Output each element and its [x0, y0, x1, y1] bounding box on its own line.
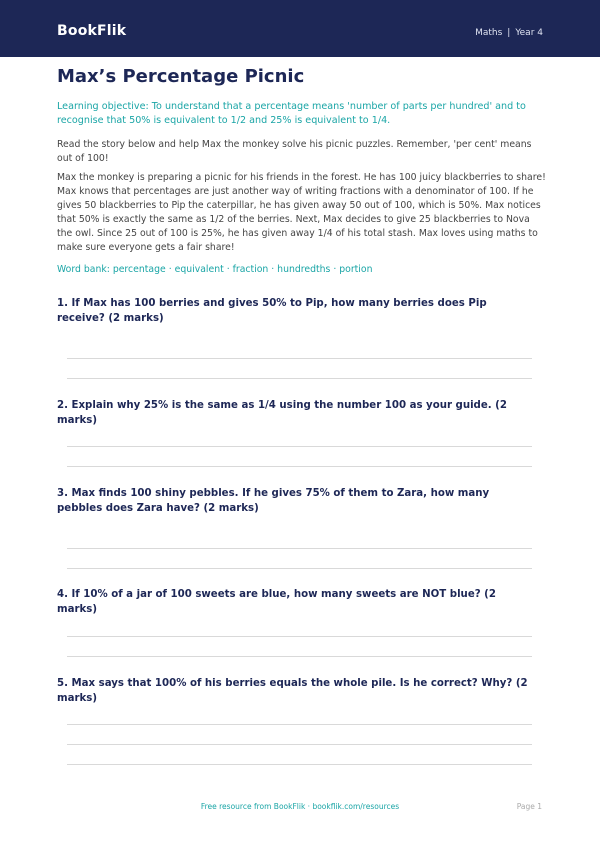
- word-bank: Word bank: percentage · equivalent · fraction · hundredths · portion: [57, 264, 373, 275]
- question-4: 4. If 10% of a jar of 100 sweets are blue, how many sweets are NOT blue? (2 marks): [57, 589, 496, 615]
- answer-line[interactable]: [67, 378, 532, 379]
- question-5: 5. Max says that 100% of his berries equals the whole pile. Is he correct? Why? (2 marks): [57, 678, 528, 704]
- footer-link[interactable]: Free resource from BookFlik · bookflik.com/resources: [200, 802, 400, 811]
- meta-separator: |: [507, 28, 511, 38]
- intro-text: Read the story below and help Max the monkey solve his picnic puzzles. Remember, 'per cent' means out of 100!: [57, 139, 532, 164]
- page-number: Page 1: [516, 802, 542, 811]
- answer-line[interactable]: [67, 656, 532, 657]
- story-text: Max the monkey is preparing a picnic for his friends in the forest. He has 100 juicy blackberries to share! Max knows that percentages are just another way of writing fractions with a denominator of 100. If he gives 50 blackberries to Pip the caterpillar, he has given away 50 out of 100, which is 50%. Max notices that 50% is exactly the same as 1/2 of the berries. Next, Max decides to give 25 blackberries to Nova the owl. Since 25 out of 100 is 25%, he has given away 1/4 of his total stash. Max loves using maths to make sure everyone gets a fair share!: [57, 172, 546, 253]
- year-label: Year 4: [515, 28, 543, 38]
- learning-objective: Learning objective: To understand that a percentage means 'number of parts per hundred' and to recognise that 50% is equivalent to 1/2 and 25% is equivalent to 1/4.: [57, 101, 526, 126]
- brand-logo[interactable]: BookFlik: [57, 23, 127, 39]
- answer-line[interactable]: [67, 636, 532, 637]
- header-bar: [0, 0, 600, 57]
- answer-line[interactable]: [67, 764, 532, 765]
- answer-line[interactable]: [67, 446, 532, 447]
- answer-line[interactable]: [67, 724, 532, 725]
- page-title: Max’s Percentage Picnic: [57, 66, 305, 87]
- answer-line[interactable]: [67, 744, 532, 745]
- answer-line[interactable]: [67, 466, 532, 467]
- question-1: 1. If Max has 100 berries and gives 50% to Pip, how many berries does Pip receive? (2 marks): [57, 298, 487, 324]
- answer-line[interactable]: [67, 568, 532, 569]
- question-2: 2. Explain why 25% is the same as 1/4 using the number 100 as your guide. (2 marks): [57, 400, 507, 426]
- subject-year-label: [475, 28, 543, 38]
- answer-line[interactable]: [67, 358, 532, 359]
- subject-label: Maths: [475, 28, 503, 38]
- answer-line[interactable]: [67, 548, 532, 549]
- question-3: 3. Max finds 100 shiny pebbles. If he gives 75% of them to Zara, how many pebbles does Zara have? (2 marks): [57, 488, 490, 514]
